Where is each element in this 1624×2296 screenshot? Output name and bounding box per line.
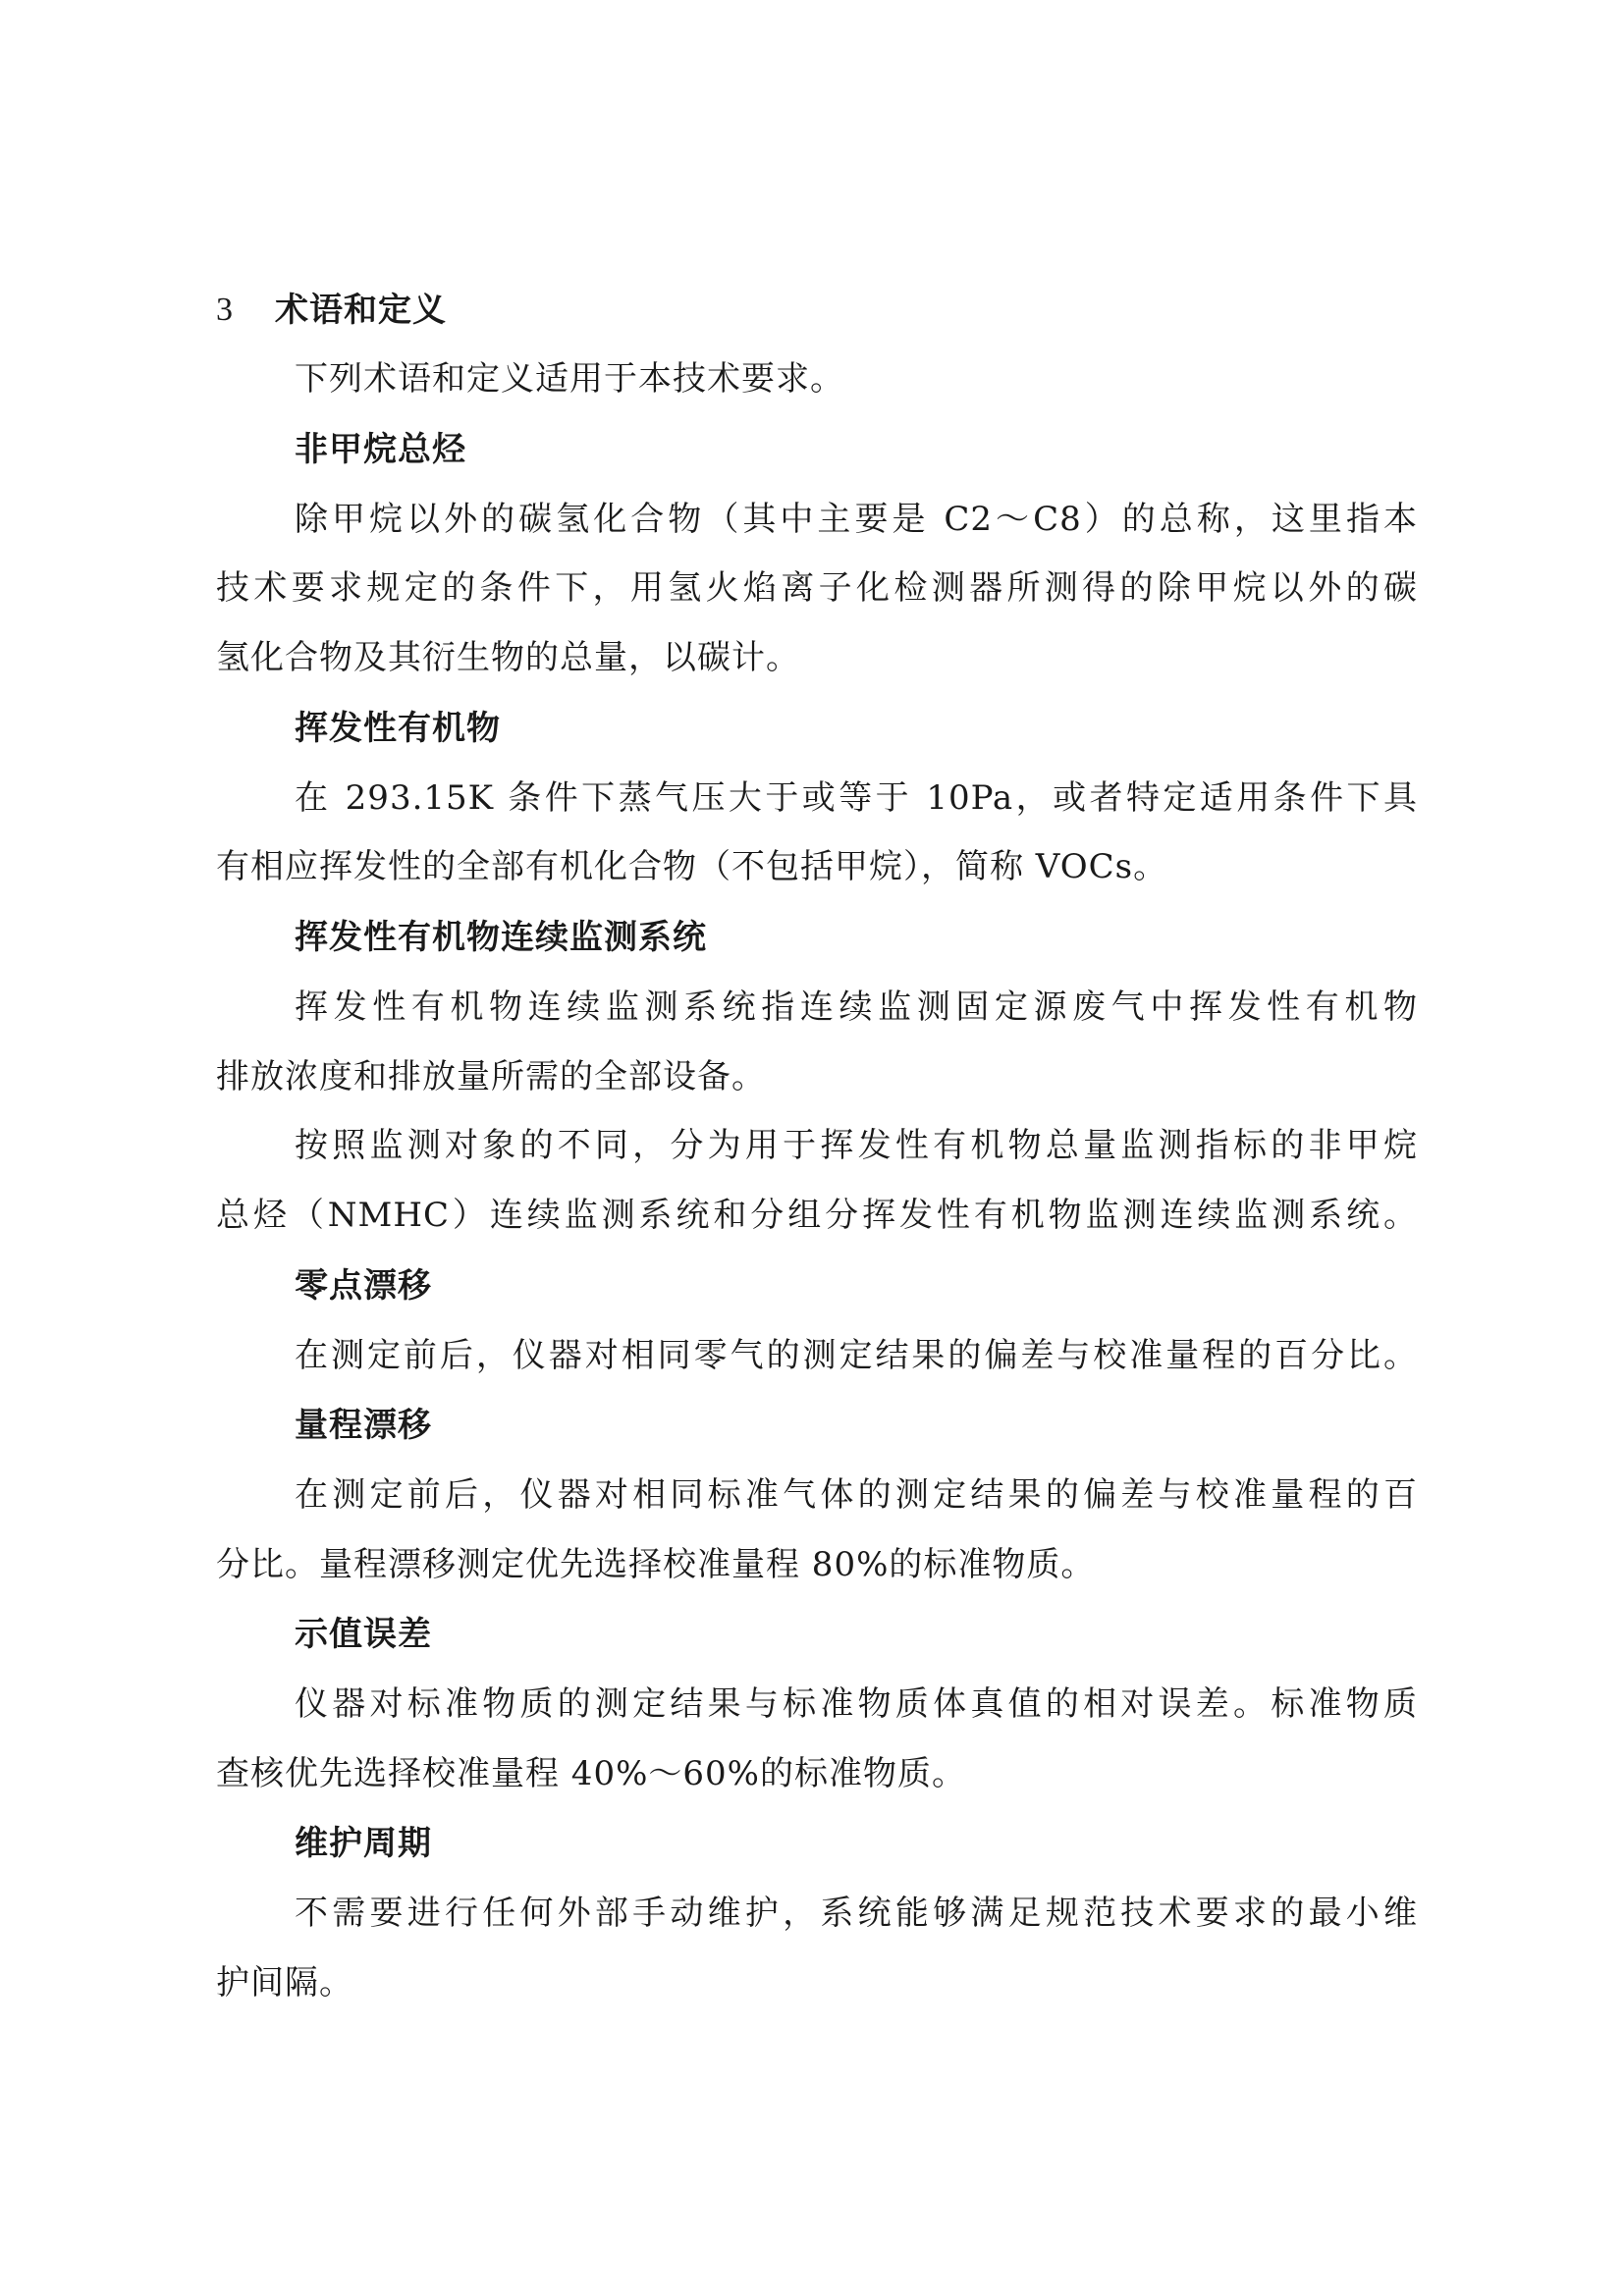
section-title: 术语和定义 (275, 291, 447, 330)
term-heading: 零点漂移 (295, 1266, 432, 1306)
paragraph-line: 在测定前后，仪器对相同标准气体的测定结果的偏差与校准量程的百 (295, 1475, 1418, 1515)
term-heading: 挥发性有机物连续监测系统 (295, 918, 707, 957)
paragraph-line: 分比。量程漂移测定优先选择校准量程 80%的标准物质。 (216, 1545, 1096, 1584)
term-heading: 挥发性有机物 (295, 709, 501, 748)
term-heading: 维护周期 (295, 1824, 432, 1863)
paragraph-line: 查核优先选择校准量程 40%～60%的标准物质。 (216, 1754, 966, 1793)
term-heading: 非甲烷总烃 (295, 430, 466, 469)
paragraph-line: 在测定前后，仪器对相同零气的测定结果的偏差与校准量程的百分比。 (295, 1336, 1418, 1375)
paragraph-line: 护间隔。 (216, 1963, 353, 2002)
paragraph-line: 仪器对标准物质的测定结果与标准物质体真值的相对误差。标准物质 (295, 1684, 1418, 1724)
paragraph-line: 技术要求规定的条件下，用氢火焰离子化检测器所测得的除甲烷以外的碳 (216, 568, 1418, 608)
paragraph-line: 不需要进行任何外部手动维护，系统能够满足规范技术要求的最小维 (295, 1894, 1418, 1933)
section-number: 3 (216, 292, 233, 328)
term-heading: 示值误差 (295, 1615, 432, 1654)
paragraph-line: 有相应挥发性的全部有机化合物（不包括甲烷），简称 VOCs。 (216, 847, 1168, 886)
paragraph-line: 总烃（NMHC）连续监测系统和分组分挥发性有机物监测连续监测系统。 (216, 1196, 1418, 1235)
paragraph-line: 排放浓度和排放量所需的全部设备。 (216, 1057, 766, 1096)
paragraph-line: 在 293.15K 条件下蒸气压大于或等于 10Pa，或者特定适用条件下具 (295, 778, 1418, 818)
paragraph-line: 氢化合物及其衍生物的总量，以碳计。 (216, 638, 800, 677)
section-intro: 下列术语和定义适用于本技术要求。 (295, 359, 844, 399)
paragraph-line: 除甲烷以外的碳氢化合物（其中主要是 C2～C8）的总称，这里指本 (295, 500, 1418, 539)
paragraph-line: 挥发性有机物连续监测系统指连续监测固定源废气中挥发性有机物 (295, 988, 1418, 1027)
term-heading: 量程漂移 (295, 1406, 432, 1445)
paragraph-line: 按照监测对象的不同，分为用于挥发性有机物总量监测指标的非甲烷 (295, 1126, 1418, 1165)
